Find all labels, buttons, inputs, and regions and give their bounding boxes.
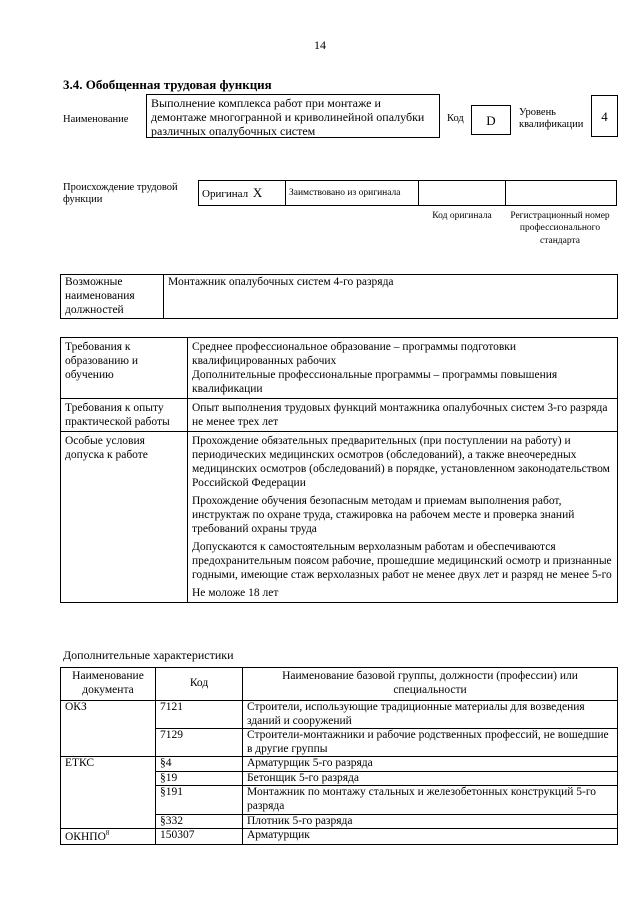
origin-reg-cell	[506, 181, 617, 206]
header-doc: Наименование документа	[61, 668, 156, 701]
special-paragraph-1: Прохождение обязательных предварительных (при поступлении на работу) и периодических медицинских осмотров (обследований), а также внеочередных медицинских осмотров (обследований) в порядке, установленном законодательством Российской Федерации	[192, 435, 610, 490]
okz-code-2: 7129	[156, 729, 243, 757]
oknpo-label: ОКНПО	[65, 830, 106, 843]
oknpo-footnote: 8	[105, 829, 110, 838]
doc-etks: ЕТКС	[61, 757, 156, 772]
special-paragraph-2: Прохождение обучения безопасным методам и приемам выполнения работ, инструктаж по охране труда, стажировка на рабочем месте и проверка знаний требований охраны труда	[192, 495, 575, 536]
etks-code-1: §4	[156, 757, 243, 772]
additional-title: Дополнительные характеристики	[63, 648, 234, 662]
positions-value: Монтажник опалубочных систем 4-го разряда	[164, 275, 618, 319]
table-row	[61, 829, 618, 845]
special-paragraph-4: Не моложе 18 лет	[192, 587, 279, 600]
origin-code-cell	[419, 181, 506, 206]
origin-code-caption: Код оригинала	[432, 211, 492, 221]
okz-name-2: Строители-монтажники и рабочие родственных профессий, не вошедшие в другие группы	[243, 729, 618, 757]
page-number: 14	[314, 38, 326, 52]
special-label: Особые условия допуска к работе	[61, 432, 188, 603]
oknpo-name: Арматурщик	[243, 829, 618, 845]
name-value: Выполнение комплекса работ при монтаже и демонтаже многогранной и криволинейной опалубки различных опалубочных систем	[146, 94, 440, 138]
origin-reg-caption: Регистрационный номер профессионального стандарта	[510, 211, 610, 246]
header-code: Код	[156, 668, 243, 701]
level-label-line-2: квалификации	[519, 119, 584, 131]
level-value: 4	[591, 95, 618, 137]
header-name: Наименование базовой группы, должности (профессии) или специальности	[243, 668, 618, 701]
positions-label: Возможные наименования должностей	[61, 275, 164, 319]
etks-name-3: Монтажник по монтажу стальных и железобетонных конструкций 5-го разряда	[243, 786, 618, 814]
origin-table	[198, 180, 617, 206]
etks-code-4: §332	[156, 814, 243, 829]
table-row	[61, 786, 618, 814]
special-paragraph-3: Допускаются к самостоятельным верхолазным работам и обеспечиваются предохранительным поясом рабочие, прошедшие медицинский осмотр и признанные годными, имеющие стаж верхолазных работ не менее двух лет и разряд не менее 5-го	[192, 541, 612, 582]
name-label: Наименование	[63, 114, 129, 125]
doc-etks-cont	[61, 786, 156, 814]
etks-name-4: Плотник 5-го разряда	[243, 814, 618, 829]
code-label: Код	[447, 113, 464, 124]
requirements-table	[60, 337, 618, 603]
education-paragraph-2: Дополнительные профессиональные программы – программы повышения квалификации	[192, 369, 558, 396]
level-label	[519, 107, 583, 131]
etks-name-1: Арматурщик 5-го разряда	[243, 757, 618, 772]
table-row	[61, 771, 618, 786]
doc-oknpo	[61, 829, 156, 845]
etks-code-3: §191	[156, 786, 243, 814]
experience-value: Опыт выполнения трудовых функций монтажника опалубочных систем 3-го разряда не менее трех лет	[188, 399, 618, 432]
origin-original-label: Оригинал	[202, 188, 249, 200]
doc-etks-cont	[61, 814, 156, 829]
education-value	[188, 338, 618, 399]
level-label-line-1: Уровень	[519, 107, 556, 118]
additional-table	[60, 667, 618, 845]
positions-table	[60, 274, 618, 319]
okz-name-1: Строители, использующие традиционные материалы для возведения зданий и сооружений	[243, 701, 618, 729]
origin-mark: X	[252, 185, 263, 200]
okz-code-1: 7121	[156, 701, 243, 729]
etks-name-2: Бетонщик 5-го разряда	[243, 771, 618, 786]
education-paragraph-1: Среднее профессиональное образование – программы подготовки квалифицированных рабочих	[192, 341, 517, 368]
doc-okz: ОКЗ	[61, 701, 156, 729]
experience-label: Требования к опыту практической работы	[61, 399, 188, 432]
doc-etks-cont	[61, 771, 156, 786]
table-row	[61, 701, 618, 729]
section-title: 3.4. Обобщенная трудовая функция	[63, 77, 272, 92]
code-value: D	[471, 105, 511, 135]
origin-original-cell	[199, 181, 286, 206]
origin-borrowed-cell: Заимствовано из оригинала	[286, 181, 419, 206]
oknpo-code: 150307	[156, 829, 243, 845]
origin-label: Происхождение трудовой функции	[63, 182, 178, 206]
table-row	[61, 757, 618, 772]
etks-code-2: §19	[156, 771, 243, 786]
special-value	[188, 432, 618, 603]
table-row	[61, 729, 618, 757]
education-label: Требования к образованию и обучению	[61, 338, 188, 399]
table-row	[61, 814, 618, 829]
doc-okz-cont	[61, 729, 156, 757]
